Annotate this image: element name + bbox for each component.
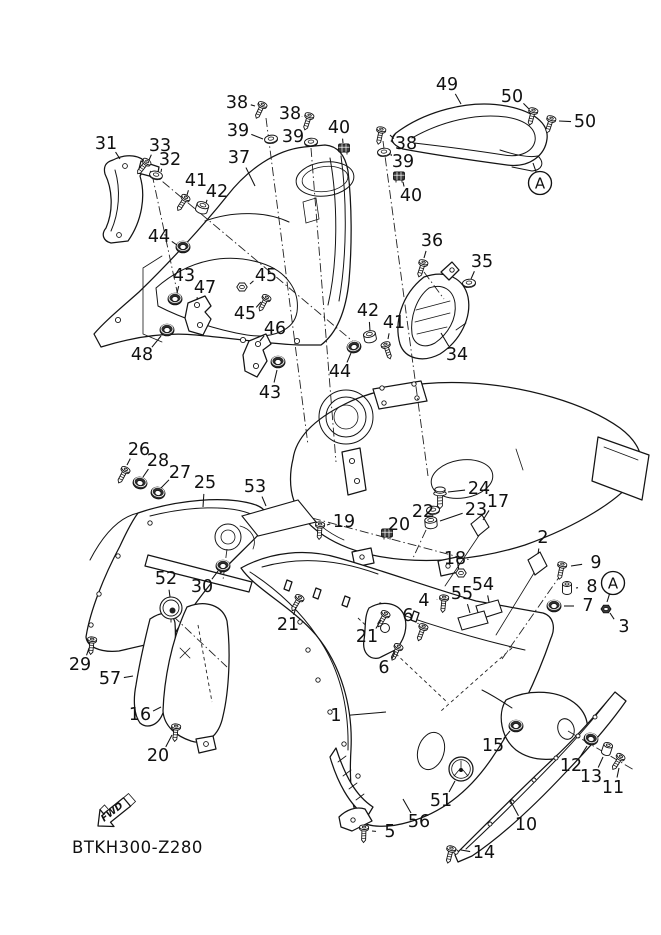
washer-part-glyph (462, 279, 476, 289)
leader-line (523, 103, 529, 109)
grommet-part-glyph (160, 324, 174, 336)
callout-35: 35 (470, 252, 494, 272)
leader-line (598, 757, 603, 768)
washer-part-glyph (264, 134, 278, 144)
callout-2: 2 (537, 528, 549, 548)
leader-line (559, 121, 571, 122)
callout-44: 44 (328, 362, 352, 382)
callout-14: 14 (472, 843, 496, 863)
leader-line (610, 613, 614, 619)
clip-part-glyph (394, 172, 405, 183)
boss-hole (115, 317, 120, 322)
screw-part-glyph (380, 341, 394, 361)
callout-20: 20 (146, 746, 170, 766)
callout-50: 50 (500, 87, 524, 107)
boss-hole (351, 818, 355, 822)
leader-line (455, 94, 461, 104)
callout-31: 31 (94, 134, 118, 154)
pad-2 (528, 552, 547, 575)
callout-18: 18 (443, 549, 467, 569)
callout-17: 17 (486, 492, 510, 512)
boss-hole (554, 756, 558, 760)
boss-hole (593, 715, 597, 719)
callout-23: 23 (464, 500, 488, 520)
leader-line (161, 480, 169, 488)
leader-line (251, 105, 255, 106)
diagram-code-label: BTKH300-Z280 (72, 838, 203, 857)
screw-part-glyph (252, 100, 268, 120)
grommet-part-glyph (547, 600, 561, 612)
boss-hole (354, 478, 359, 483)
boss-hole (450, 268, 454, 272)
boss-hole (532, 778, 536, 782)
callout-5: 5 (384, 822, 396, 842)
callout-43: 43 (258, 383, 282, 403)
callout-10: 10 (514, 815, 538, 835)
boss-hole (97, 592, 101, 596)
leader-line (369, 322, 370, 331)
callout-51: 51 (429, 791, 453, 811)
callout-41: 41 (184, 171, 208, 191)
leader-line (274, 370, 277, 382)
callout-56: 56 (407, 812, 431, 832)
callout-40: 40 (327, 118, 351, 138)
view-marker-letter: A (534, 174, 546, 193)
callout-4: 4 (418, 591, 430, 611)
leader-line (471, 271, 474, 279)
boss-hole (194, 302, 199, 307)
callout-52: 52 (154, 569, 178, 589)
leader-line (424, 251, 426, 258)
callout-6: 6 (378, 658, 390, 678)
callout-41: 41 (382, 313, 406, 333)
callout-38: 38 (394, 134, 418, 154)
emblem-51-shape (449, 757, 473, 781)
grommet-part-glyph (216, 560, 230, 572)
boss-hole (380, 386, 384, 390)
callout-29: 29 (68, 655, 92, 675)
boss-hole (415, 396, 419, 400)
hub (459, 768, 463, 772)
callout-47: 47 (193, 278, 217, 298)
callout-42: 42 (356, 301, 380, 321)
callout-44: 44 (147, 227, 171, 247)
side-cover-1-shape (241, 553, 553, 827)
collar-part-glyph (601, 741, 614, 756)
callout-30: 30 (190, 577, 214, 597)
callout-6: 6 (402, 606, 414, 626)
callout-42: 42 (205, 182, 229, 202)
leader-line (172, 241, 177, 245)
boss-hole (204, 742, 209, 747)
boss-hole (316, 678, 320, 682)
cup-part-glyph (363, 330, 377, 344)
outline (291, 382, 642, 560)
screw-part-glyph (359, 825, 369, 843)
callout-26: 26 (127, 440, 151, 460)
screw-part-glyph (374, 126, 387, 145)
callout-19: 19 (332, 512, 356, 532)
cup-part-glyph (195, 200, 210, 215)
callout-21: 21 (355, 627, 379, 647)
screw-part-glyph (609, 752, 626, 772)
boss-hole (117, 233, 122, 238)
leader-line (571, 564, 582, 566)
boss-hole (488, 822, 492, 826)
callout-3: 3 (618, 617, 630, 637)
leader-line (617, 768, 619, 777)
boss-hole (89, 623, 93, 627)
callout-33: 33 (148, 136, 172, 156)
callout-55: 55 (450, 584, 474, 604)
boss-hole (116, 554, 120, 558)
boss-hole (360, 555, 364, 559)
grommet-part-glyph (132, 476, 148, 490)
boss-hole (253, 363, 258, 368)
callout-45: 45 (233, 304, 257, 324)
callout-46: 46 (263, 319, 287, 339)
screw-part-glyph (115, 465, 131, 485)
callout-28: 28 (146, 451, 170, 471)
callout-57: 57 (98, 669, 122, 689)
outline (241, 553, 553, 827)
callout-16: 16 (128, 705, 152, 725)
callout-24: 24 (467, 479, 491, 499)
leader-line (124, 676, 133, 678)
screw-part-glyph (555, 561, 568, 580)
callout-39: 39 (391, 152, 415, 172)
boss-hole (123, 164, 128, 169)
callout-27: 27 (168, 463, 192, 483)
grommet-part-glyph (271, 356, 285, 368)
callout-36: 36 (420, 231, 444, 251)
nut-part-glyph (237, 283, 247, 291)
screw-part-glyph (443, 845, 456, 864)
boss-hole (349, 458, 354, 463)
callout-25: 25 (193, 473, 217, 493)
leader-line (152, 336, 161, 347)
callout-45: 45 (254, 266, 278, 286)
grommet-part-glyph (176, 241, 190, 253)
callout-50: 50 (573, 112, 597, 132)
nut-part-glyph (456, 569, 466, 577)
callout-37: 37 (227, 148, 251, 168)
callout-49: 49 (435, 75, 459, 95)
leader-line (607, 594, 610, 602)
callout-38: 38 (278, 104, 302, 124)
grommet-part-glyph (509, 720, 523, 732)
grommet-part-glyph (168, 293, 182, 305)
callout-53: 53 (243, 477, 267, 497)
callout-43: 43 (172, 266, 196, 286)
leader-line (251, 134, 263, 139)
callout-21: 21 (276, 615, 300, 635)
callout-38: 38 (225, 93, 249, 113)
boss-hole (306, 648, 310, 652)
callout-20: 20 (387, 515, 411, 535)
leader-line (488, 595, 489, 602)
boss-hole (342, 742, 346, 746)
callout-11: 11 (601, 778, 625, 798)
callout-7: 7 (582, 596, 594, 616)
callout-32: 32 (158, 150, 182, 170)
grommet-part-glyph (150, 486, 166, 500)
clipnut-part-glyph (601, 605, 611, 613)
callout-39: 39 (281, 127, 305, 147)
parts-layer (86, 104, 649, 862)
collar-part-glyph (563, 582, 572, 595)
leader-line (262, 497, 266, 506)
grommet-part-glyph (346, 340, 363, 355)
callout-8: 8 (586, 577, 598, 597)
view-marker-letter: A (607, 574, 619, 593)
boss-hole (240, 337, 245, 342)
callout-54: 54 (471, 575, 495, 595)
fwd-arrow (98, 794, 136, 827)
callout-15: 15 (481, 736, 505, 756)
callout-39: 39 (226, 121, 250, 141)
callout-12: 12 (559, 756, 583, 776)
fwd-label: FWD (99, 800, 126, 825)
callout-13: 13 (579, 767, 603, 787)
boss-hole (255, 341, 260, 346)
callout-9: 9 (590, 553, 602, 573)
callout-34: 34 (445, 345, 469, 365)
boss-hole (148, 521, 152, 525)
boss-hole (356, 774, 360, 778)
callout-1: 1 (330, 706, 342, 726)
callout-48: 48 (130, 345, 154, 365)
boss-hole (382, 401, 386, 405)
callout-40: 40 (399, 186, 423, 206)
leader-line (388, 333, 389, 339)
callout-22: 22 (411, 502, 435, 522)
boss-hole (197, 322, 202, 327)
washer-part-glyph (377, 148, 391, 158)
